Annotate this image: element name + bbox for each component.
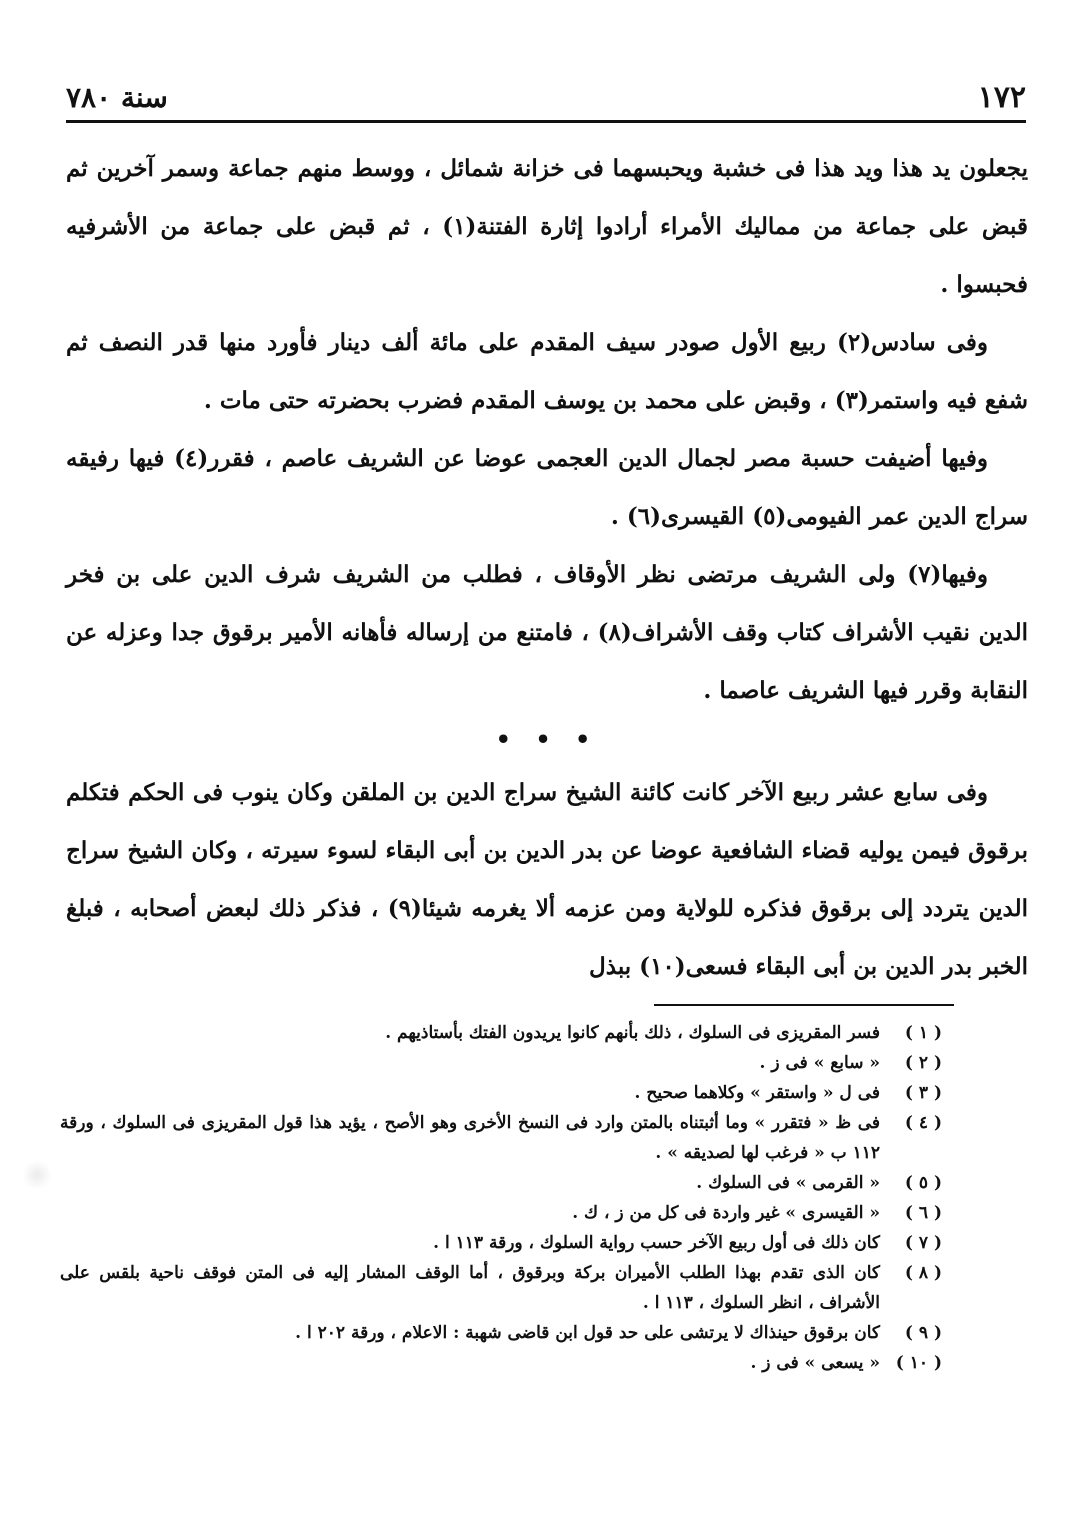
- paragraph: يجعلون يد هذا ويد هذا فى خشبة ويحبسهما فى خزانة شمائل ، ووسط منهم جماعة وسمر آخرين ثم قبض على جماعة من مماليك الأمراء أرادوا إثارة الفتنة(١) ، ثم قبض على جماعة من الأشرفيه فحبسوا .: [66, 155, 1028, 298]
- footnote: [60, 1318, 942, 1348]
- paragraph: وفيها أضيفت حسبة مصر لجمال الدين العجمى عوضا عن الشريف عاصم ، فقرر(٤) فيها رفيقه سراج الدين عمر الفيومى(٥) القيسرى(٦) .: [66, 445, 1028, 530]
- footnote: [60, 1018, 942, 1048]
- footnote: [60, 1168, 942, 1198]
- paper-stain: [22, 1160, 52, 1190]
- footnote-number: ( ١٠ ): [895, 1353, 942, 1373]
- paragraph: وفيها(٧) ولى الشريف مرتضى نظر الأوقاف ، فطلب من الشريف شرف الدين على بن فخر الدين نقيب الأشراف كتاب وقف الأشراف(٨) ، فامتنع من إرساله فأهانه الأمير برقوق جدا وعزله عن النقابة وقرر فيها الشريف عاصما .: [66, 561, 1028, 704]
- footnote-text: « سابع » فى ز .: [759, 1053, 880, 1073]
- footnote-rule: [654, 1004, 954, 1006]
- footnote-text: كان ذلك فى أول ربيع الآخر حسب رواية السلوك ، ورقة ١١٣ ا .: [433, 1233, 880, 1253]
- footnote: [60, 1198, 942, 1228]
- footnote: [60, 1258, 942, 1318]
- footnote: [60, 1228, 942, 1258]
- footnote-number: ( ٤ ): [904, 1113, 942, 1133]
- footnote-text: كان برقوق حينذاك لا يرتشى على حد قول ابن قاضى شهبة : الاعلام ، ورقة ٢٠٢ ا .: [295, 1323, 880, 1343]
- footnotes: [60, 1018, 942, 1378]
- main-text: [66, 140, 1028, 996]
- footnote-text: « يسعى » فى ز .: [750, 1353, 880, 1373]
- footnote-text: « القرمى » فى السلوك .: [696, 1173, 880, 1193]
- section-separator: • • •: [495, 725, 599, 754]
- footnote-number: ( ٣ ): [904, 1083, 942, 1103]
- footnote-text: فسر المقريزى فى السلوك ، ذلك بأنهم كانوا يريدون الفتك بأستاذيهم .: [385, 1023, 880, 1043]
- footnote-number: ( ٢ ): [904, 1053, 942, 1073]
- running-head-year: سنة ٧٨٠: [66, 81, 168, 114]
- footnote-number: ( ٦ ): [904, 1203, 942, 1223]
- footnote: [60, 1108, 942, 1168]
- footnote-text: فى ل « واستقر » وكلاهما صحيح .: [634, 1083, 880, 1103]
- footnote-number: ( ٨ ): [904, 1263, 942, 1283]
- footnote-text: كان الذى تقدم بهذا الطلب الأميران بركة وبرقوق ، أما الوقف المشار إليه فى المتن فوقف ناحية بلقس على الأشراف ، انظر السلوك ، ١١٣ ا .: [60, 1263, 880, 1313]
- paragraph: وفى سابع عشر ربيع الآخر كانت كائنة الشيخ سراج الدين بن الملقن وكان ينوب فى الحكم فتكلم برقوق فيمن يوليه قضاء الشافعية عوضا عن بدر الدين بن أبى البقاء لسوء سيرته ، وكان الشيخ سراج الدين يتردد إلى برقوق فذكره للولاية ومن عزمه ألا يغرمه شيئا(٩) ، فذكر ذلك لبعض أصحابه ، فبلغ الخبر بدر الدين بن أبى البقاء فسعى(١٠) ببذل: [66, 779, 1029, 980]
- footnote: [60, 1348, 942, 1378]
- footnote: [60, 1078, 942, 1108]
- page-number: ١٧٢: [977, 80, 1026, 115]
- footnote: [60, 1048, 942, 1078]
- footnote-text: فى ظ « فتقرر » وما أثبتناه بالمتن وارد فى النسخ الأخرى وهو الأصح ، يؤيد هذا قول المقريزى فى السلوك ، ورقة ١١٢ ب « فرغب لها لصديقه » .: [60, 1113, 880, 1163]
- header-rule: [66, 120, 1026, 123]
- page-header: [66, 78, 1026, 122]
- footnote-number: ( ١ ): [904, 1023, 942, 1043]
- footnote-number: ( ٥ ): [904, 1173, 942, 1193]
- footnote-number: ( ٧ ): [904, 1233, 942, 1253]
- paragraph: وفى سادس(٢) ربيع الأول صودر سيف المقدم على مائة ألف دينار فأورد منها قدر النصف ثم شفع فيه واستمر(٣) ، وقبض على محمد بن يوسف المقدم فضرب بحضرته حتى مات .: [66, 329, 1028, 414]
- footnote-text: « القيسرى » غير واردة فى كل من ز ، ك .: [572, 1203, 880, 1223]
- footnote-number: ( ٩ ): [904, 1323, 942, 1343]
